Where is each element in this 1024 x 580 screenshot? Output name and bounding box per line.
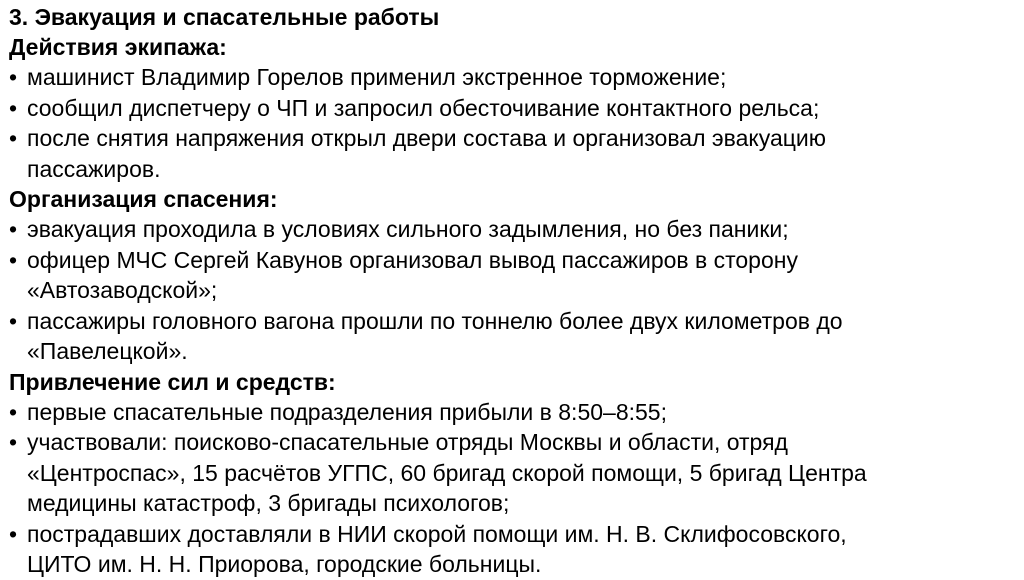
bullet-icon: • — [9, 307, 18, 334]
list-item-line: медицины катастроф, 3 бригады психологов; — [27, 490, 510, 516]
section-rescue-organization — [9, 184, 1019, 367]
bullet-icon: • — [9, 216, 18, 242]
section-heading: Организация спасения: — [9, 186, 278, 212]
list-item-line: участвовали: поисково-спасательные отряды Москвы и области, отряд — [27, 429, 788, 455]
list-item-line: пассажиры головного вагона прошли по тоннелю более двух километров до — [27, 307, 843, 334]
list-item-line: офицер МЧС Сергей Кавунов организовал вывод пассажиров в сторону — [27, 246, 798, 273]
bullet-list — [9, 62, 1019, 184]
list-item-line: сообщил диспетчеру о ЧП и запросил обесточивание контактного рельса; — [27, 94, 820, 121]
list-item-line: «Центроспас», 15 расчётов УГПС, 60 бригад скорой помощи, 5 бригад Центра — [27, 459, 867, 486]
list-item-line: ЦИТО им. Н. Н. Приорова, городские больницы. — [27, 551, 542, 577]
list-item — [9, 427, 1019, 519]
section-forces-involved — [9, 367, 1019, 580]
list-item — [9, 123, 1019, 184]
bullet-icon: • — [9, 520, 18, 547]
section-crew-actions — [9, 32, 1019, 184]
bullet-icon: • — [9, 125, 18, 151]
list-item — [9, 306, 1019, 367]
bullet-icon: • — [9, 398, 18, 425]
list-item — [9, 62, 1019, 93]
bullet-list — [9, 214, 1019, 367]
list-item-line: «Павелецкой». — [27, 338, 188, 364]
section-heading: Привлечение сил и средств: — [9, 368, 336, 395]
slide-title: 3. Эвакуация и спасательные работы — [9, 4, 440, 30]
bullet-icon: • — [9, 429, 18, 455]
list-item-line: первые спасательные подразделения прибыли в 8:50–8:55; — [27, 398, 667, 425]
list-item-line: машинист Владимир Горелов применил экстренное торможение; — [27, 64, 727, 90]
list-item — [9, 397, 1019, 428]
list-item-line: пассажиров. — [27, 155, 161, 182]
bullet-icon: • — [9, 246, 18, 273]
list-item-line: после снятия напряжения открыл двери состава и организовал эвакуацию — [27, 125, 827, 151]
list-item-line: пострадавших доставляли в НИИ скорой помощи им. Н. В. Склифосовского, — [27, 520, 847, 547]
section-heading: Действия экипажа: — [9, 34, 227, 60]
bullet-icon: • — [9, 94, 18, 121]
list-item — [9, 245, 1019, 306]
list-item — [9, 93, 1019, 124]
bullet-list — [9, 397, 1019, 580]
list-item — [9, 214, 1019, 245]
list-item-line: «Автозаводской»; — [27, 277, 218, 303]
slide-content — [9, 2, 1019, 580]
bullet-icon: • — [9, 64, 18, 90]
list-item — [9, 519, 1019, 580]
list-item-line: эвакуация проходила в условиях сильного задымления, но без паники; — [27, 216, 789, 242]
